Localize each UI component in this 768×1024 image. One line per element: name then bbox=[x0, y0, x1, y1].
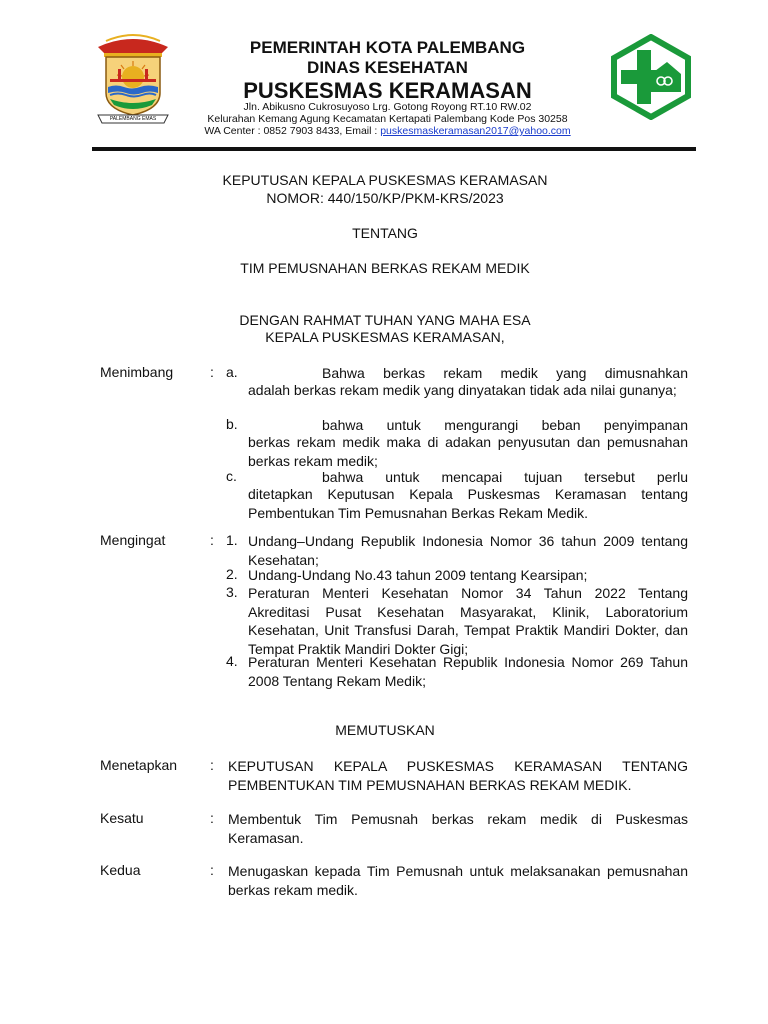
header-address-district: Kelurahan Kemang Agung Kecamatan Kertapati Palembang Kode Pos 30258 bbox=[207, 113, 568, 125]
decree-title: KEPUTUSAN KEPALA PUSKESMAS KERAMASAN bbox=[222, 172, 548, 188]
puskesmas-logo bbox=[611, 34, 691, 120]
tentang-heading: TENTANG bbox=[352, 225, 418, 241]
menetapkan-colon: : bbox=[210, 757, 214, 773]
menimbang-marker-b: b. bbox=[226, 416, 238, 432]
kedua-text: Menugaskan kepada Tim Pemusnah untuk melaksanakan pemusnahan berkas rekam medik. bbox=[228, 863, 688, 898]
header-agency: DINAS KESEHATAN bbox=[307, 58, 468, 77]
menimbang-item-a-first: Bahwa berkas rekam medik yang dimusnahkan bbox=[322, 365, 688, 381]
mengingat-label: Mengingat bbox=[100, 532, 166, 548]
memutuskan-heading: MEMUTUSKAN bbox=[335, 722, 435, 738]
header-government: PEMERINTAH KOTA PALEMBANG bbox=[249, 38, 526, 57]
mengingat-marker-2: 2. bbox=[226, 566, 238, 582]
kesatu-text: Membentuk Tim Pemusnah berkas rekam medik di Puskesmas Keramasan. bbox=[228, 811, 688, 846]
emblem-ribbon-text: PALEMBANG EMAS bbox=[109, 116, 157, 122]
kesatu-label: Kesatu bbox=[100, 810, 144, 826]
preamble-line2: KEPALA PUSKESMAS KERAMASAN, bbox=[265, 329, 505, 345]
email-link[interactable]: puskesmaskeramasan2017@yahoo.com bbox=[380, 125, 571, 137]
mengingat-colon: : bbox=[210, 532, 214, 548]
kedua-label: Kedua bbox=[100, 862, 141, 878]
menimbang-item-b-first: bahwa untuk mengurangi beban penyimpanan bbox=[322, 417, 688, 433]
header-address-street: Jln. Abikusno Cukrosuyoso Lrg. Gotong Royong RT.10 RW.02 bbox=[243, 101, 532, 113]
header-divider bbox=[92, 147, 696, 151]
header-institution: PUSKESMAS KERAMASAN bbox=[243, 78, 532, 103]
decree-subject: TIM PEMUSNAHAN BERKAS REKAM MEDIK bbox=[240, 260, 530, 276]
menimbang-item-a-rest: adalah berkas rekam medik yang dinyatakan tidak ada nilai gunanya; bbox=[248, 382, 677, 398]
menimbang-item-c-rest: ditetapkan Keputusan Kepala Puskesmas Keramasan tentang Pembentukan Tim Pemusnahan Berkas Rekam Medik. bbox=[248, 486, 688, 521]
kedua-colon: : bbox=[210, 862, 214, 878]
menimbang-marker-a: a. bbox=[226, 364, 238, 380]
mengingat-item-3: Peraturan Menteri Kesehatan Nomor 34 Tahun 2022 Tentang Akreditasi Pusat Kesehatan Masyarakat, Klinik, Laboratorium Kesehatan, Unit Transfusi Darah, Tempat Praktik Mandiri Dokter, dan Tempat Praktik Mandiri Dokter Gigi; bbox=[248, 585, 688, 657]
palembang-city-emblem bbox=[92, 33, 174, 125]
header-contact bbox=[180, 125, 595, 137]
mengingat-item-2: Undang-Undang No.43 tahun 2009 tentang Kearsipan; bbox=[248, 567, 588, 583]
menetapkan-label: Menetapkan bbox=[100, 757, 178, 773]
menimbang-label: Menimbang bbox=[100, 364, 174, 380]
menimbang-item-c-first: bahwa untuk mencapai tujuan tersebut perlu bbox=[322, 469, 688, 485]
mengingat-item-4: Peraturan Menteri Kesehatan Republik Indonesia Nomor 269 Tahun 2008 Tentang Rekam Medik; bbox=[248, 654, 688, 689]
menimbang-item-b-rest: berkas rekam medik maka di adakan penyusutan dan pemusnahan berkas rekam medik; bbox=[248, 434, 688, 469]
decree-number: NOMOR: 440/150/KP/PKM-KRS/2023 bbox=[266, 190, 504, 206]
kesatu-colon: : bbox=[210, 810, 214, 826]
mengingat-marker-4: 4. bbox=[226, 653, 238, 669]
mengingat-marker-3: 3. bbox=[226, 584, 238, 600]
header-contact-prefix: WA Center : 0852 7903 8433, Email : bbox=[204, 125, 381, 137]
mengingat-item-1: Undang–Undang Republik Indonesia Nomor 36 tahun 2009 tentang Kesehatan; bbox=[248, 533, 688, 568]
mengingat-marker-1: 1. bbox=[226, 532, 238, 548]
menetapkan-text: KEPUTUSAN KEPALA PUSKESMAS KERAMASAN TENTANG PEMBENTUKAN TIM PEMUSNAHAN BERKAS REKAM MEDIK. bbox=[228, 758, 688, 793]
menimbang-colon: : bbox=[210, 364, 214, 380]
preamble-line1: DENGAN RAHMAT TUHAN YANG MAHA ESA bbox=[239, 312, 531, 328]
menimbang-marker-c: c. bbox=[226, 468, 237, 484]
